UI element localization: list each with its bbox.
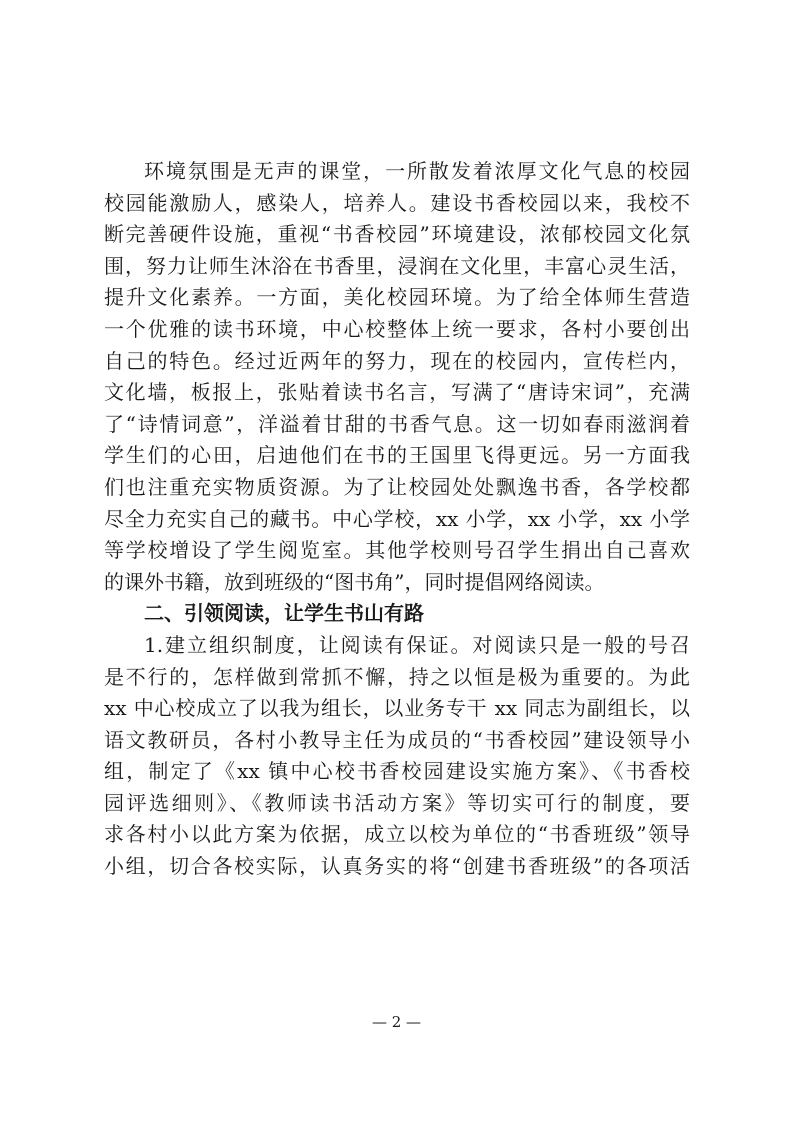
text-line: 提升文化素养。一方面，美化校园环境。为了给全体师生营造 [104, 285, 690, 310]
text-line: 文化墙，板报上，张贴着读书名言，写满了“唐诗宋词”，充满 [104, 380, 690, 405]
text-line: 语文教研员，各村小教导主任为成员的“书香校园”建设领导小 [104, 727, 690, 752]
text-line: 组，制定了《xx 镇中心校书香校园建设实施方案》、《书香校 [104, 759, 690, 784]
text-line: xx 中心校成立了以我为组长，以业务专干 xx 同志为副组长，以 [104, 696, 690, 721]
text-line: 的课外书籍，放到班级的“图书角”，同时提倡网络阅读。 [104, 569, 605, 594]
text-line: 学生们的心田，启迪他们在书的王国里飞得更远。另一方面我 [104, 443, 690, 468]
section-heading: 二、引领阅读，让学生书山有路 [144, 601, 424, 626]
text-line: 求各村小以此方案为依据，成立以校为单位的“书香班级”领导 [104, 822, 690, 847]
text-line: 一个优雅的读书环境，中心校整体上统一要求，各村小要创出 [104, 316, 690, 341]
text-line: 是不行的，怎样做到常抓不懈，持之以恒是极为重要的。为此 [104, 664, 690, 689]
text-line: 校园能激励人，感染人，培养人。建设书香校园以来，我校不 [104, 190, 690, 215]
text-line: 们也注重充实物质资源。为了让校园处处飘逸书香，各学校都 [104, 474, 690, 499]
text-line: 小组，切合各校实际，认真务实的将“创建书香班级”的各项活 [104, 854, 690, 879]
text-line: 自己的特色。经过近两年的努力，现在的校园内，宣传栏内， [104, 348, 690, 373]
text-line: 园评选细则》、《教师读书活动方案》等切实可行的制度，要 [104, 790, 690, 815]
document-body [104, 156, 690, 883]
text-line: 1.建立组织制度，让阅读有保证。对阅读只是一般的号召 [144, 632, 690, 657]
text-line: 断完善硬件设施，重视“书香校园”环境建设，浓郁校园文化氛 [104, 222, 690, 247]
text-line: 环境氛围是无声的课堂，一所散发着浓厚文化气息的校园 [144, 159, 690, 183]
text-line: 了“诗情词意”，洋溢着甘甜的书香气息。这一切如春雨滋润着 [104, 411, 690, 436]
text-line: 尽全力充实自己的藏书。中心学校，xx 小学，xx 小学，xx 小学 [104, 506, 690, 531]
text-line: 等学校增设了学生阅览室。其他学校则号召学生捐出自己喜欢 [104, 538, 690, 563]
text-line: 围，努力让师生沐浴在书香里，浸润在文化里，丰富心灵生活， [104, 253, 690, 278]
page-number: — 2 — [371, 1013, 422, 1031]
